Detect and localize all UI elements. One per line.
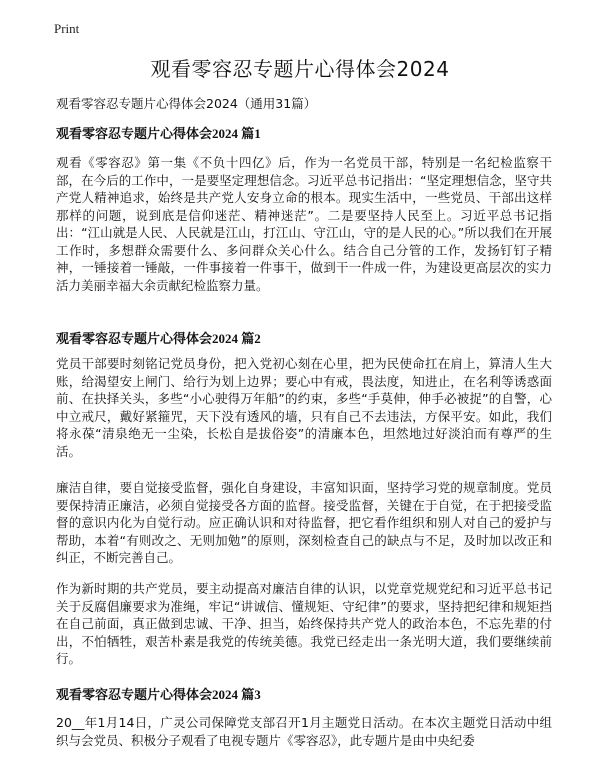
section-2-paragraph-2: 廉洁自律，要自觉接受监督，强化自身建设，丰富知识面，坚持学习党的规章制度。党员要保持清正廉洁，必须自觉接受各方面的监督。接受监督，关键在于自觉，在于把接受监督的意识内化为自觉行动。应正确认识和对待监督，把它看作组织和别人对自己的爱护与帮助，本着“有则改之、无则加勉”的原则，深刻检查自己的缺点与不足，及时加以改正和纠正，不断完善自己。 [56, 480, 552, 565]
print-link[interactable]: Print [54, 21, 80, 36]
section-1-paragraph-1: 观看《零容忍》第一集《不负十四亿》后，作为一名党员干部，特别是一名纪检监察干部，在今后的工作中，一是要坚定理想信念。习近平总书记指出：“坚定理想信念，坚守共产党人精神追求，始终是共产党人安身立命的根本。现实生活中，一些党员、干部出这样那样的问题，说到底是信仰迷茫、精神迷茫”。二是要坚持人民至上。习近平总书记指出：“江山就是人民、人民就是江山，打江山、守江山，守的是人民的心。”所以我们在开展工作时，多想群众需要什么、多问群众关心什么。结合自己分管的工作，发扬钉钉子精神，一锤接着一锤敲，一件事接着一件事干，做到干一件成一件，为建设更高层次的实力活力美丽幸福大余贡献纪检监察力量。 [56, 155, 552, 293]
section-heading-1: 观看零容忍专题片心得体会2024 篇1 [56, 126, 261, 141]
document-subtitle: 观看零容忍专题片心得体会2024（通用31篇） [56, 96, 317, 111]
section-3-paragraph-1: 20__年1月14日，广灵公司保障党支部召开1月主题党日活动。在本次主题党日活动中组织与会党员、积极分子观看了电视专题片《零容忍》，此专题片是由中央纪委 [56, 715, 552, 748]
section-2-paragraph-3: 作为新时期的共产党员，要主动提高对廉洁自律的认识，以党章党规党纪和习近平总书记关于反腐倡廉要求为准绳，牢记“讲诚信、懂规矩、守纪律”的要求，坚持把纪律和规矩挡在自己前面，真正做到忠诚、干净、担当，始终保持共产党人的政治本色，不忘先辈的付出，不怕牺牲，艰苦朴素是我党的传统美德。我党已经走出一条光明大道，我们要继续前行。 [56, 581, 552, 666]
section-heading-3: 观看零容忍专题片心得体会2024 篇3 [56, 687, 261, 702]
section-2-paragraph-1: 党员干部要时刻铭记党员身份，把入党初心刻在心里，把为民使命扛在肩上，算清人生大账，给渴望安上闸门、给行为划上边界；要心中有戒，畏法度，知进止，在名利等诱惑面前、在抉择关头，多些“小心驶得万年船”的约束，多些“手莫伸，伸手必被捉”的自警，心中立戒尺，戴好紧箍咒，天下没有透风的墙，只有自己不去违法，方保平安。如此，我们将永葆“清泉绝无一尘染，长松自是拔俗姿”的清廉本色，坦然地过好淡泊而有尊严的生活。 [56, 356, 552, 459]
page-title: 观看零容忍专题片心得体会2024 [150, 57, 450, 81]
section-heading-2: 观看零容忍专题片心得体会2024 篇2 [56, 331, 261, 346]
